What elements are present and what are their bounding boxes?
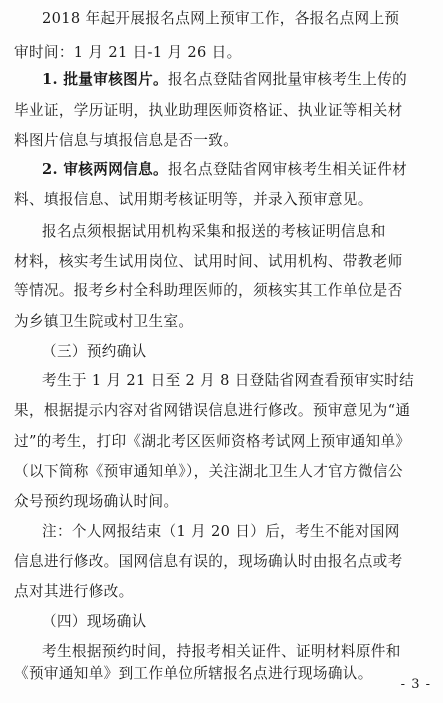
paragraph-line: 《预审通知单》到工作单位所辖报名点进行现场确认。	[14, 665, 373, 682]
paragraph-line: 2018 年起开展报名点网上预审工作，各报名点网上预	[42, 10, 400, 27]
item-2-text: 报名点登陆省网审核考生相关证件材	[167, 161, 408, 178]
paragraph-line: 考生根据预约时间，持报考相关证件、证明材料原件和	[42, 643, 401, 660]
paragraph-line: 众号预约现场确认时间。	[14, 493, 179, 510]
page-number: - 3 -	[400, 677, 431, 692]
paragraph-line: 信息进行修改。国网信息有误的，现场确认时由报名点或考	[14, 553, 403, 570]
paragraph-line: 材料，核实考生试用岗位、试用时间、试用机构、带教老师	[14, 253, 403, 270]
section-4-heading: （四）现场确认	[42, 613, 147, 630]
paragraph-line: 料、填报信息、试用期考核证明等，并录入预审意见。	[14, 191, 373, 208]
paragraph-line: 注：个人网报结束（1 月 20 日）后，考生不能对国网	[42, 523, 400, 540]
paragraph-line: 过”的考生，打印《湖北考区医师资格考试网上预审通知单》	[14, 433, 411, 450]
item-2-line	[42, 160, 443, 180]
paragraph-line: （以下简称《预审通知单》），关注湖北卫生人才官方微信公	[14, 463, 403, 480]
item-2-heading: 2. 审核两网信息。	[42, 161, 168, 178]
section-3-heading: （三）预约确认	[42, 343, 147, 360]
paragraph-line: 等情况。报考乡村全科助理医师的，须核实其工作单位是否	[14, 282, 403, 299]
item-1-text: 报名点登陆省网批量审核考生上传的	[167, 71, 408, 88]
paragraph-line: 点对其进行修改。	[14, 583, 134, 600]
paragraph-line: 考生于 1 月 21 日至 2 月 8 日登陆省网查看预审实时结	[42, 372, 415, 389]
paragraph-line: 审时间：1 月 21 日-1 月 26 日。	[14, 44, 242, 61]
paragraph-line: 料图片信息与填报信息是否一致。	[14, 132, 239, 149]
item-1-heading: 1. 批量审核图片。	[42, 71, 168, 88]
paragraph-line: 报名点须根据试用机构采集和报送的考核证明信息和	[42, 223, 386, 240]
item-1-line	[42, 70, 443, 90]
paragraph-line: 毕业证，学历证明，执业助理医师资格证、执业证等相关材	[14, 102, 403, 119]
paragraph-line: 为乡镇卫生院或村卫生室。	[14, 313, 194, 330]
paragraph-line: 果，根据提示内容对省网错误信息进行修改。预审意见为“通	[14, 402, 411, 419]
